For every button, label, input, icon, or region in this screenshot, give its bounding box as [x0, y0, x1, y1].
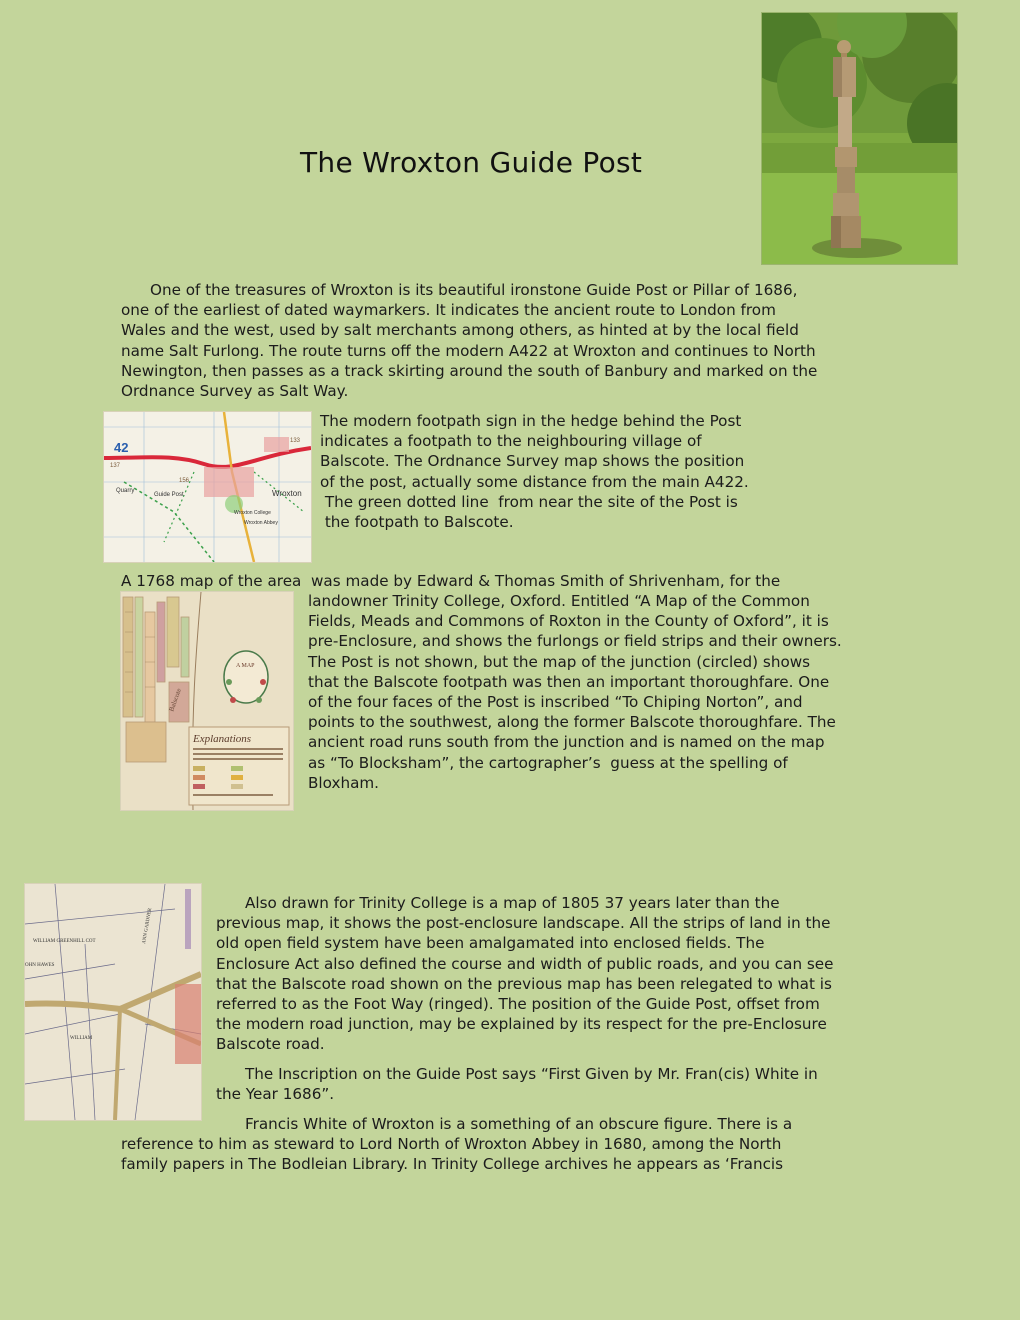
text-line: reference to him as steward to Lord North of Wroxton Abbey in 1680, among the North — [121, 1135, 782, 1154]
text-line: ancient road runs south from the junction and is named on the map — [308, 733, 825, 752]
map-label: Wroxton Abbey — [244, 520, 278, 526]
text-line: the Year 1686”. — [216, 1085, 335, 1104]
text-line: that the Balscote road shown on the previous map has been relegated to what is — [216, 974, 832, 993]
map-label: Balscote — [167, 687, 184, 713]
text-line: previous map, it shows the post-enclosure landscape. All the strips of land in the — [216, 914, 831, 933]
os-map-art — [104, 412, 311, 562]
text-line: One of the treasures of Wroxton is its beautiful ironstone Guide Post or Pillar of 1686, — [150, 281, 798, 299]
map-1768-paragraph — [308, 591, 908, 793]
map-label: ANN GARDNER — [142, 907, 154, 945]
text-line: Wales and the west, used by salt merchants among others, as hinted at by the local field — [121, 321, 799, 340]
text-line: that the Balscote footpath was then an important thoroughfare. One — [308, 672, 830, 691]
inscription-paragraph — [216, 1064, 906, 1104]
text-line: The green dotted line from near the site of the Post is — [320, 492, 738, 511]
guide-post-photo-art — [762, 13, 957, 264]
text-line: Balscote road. — [216, 1035, 325, 1054]
map-label: Wroxton — [272, 489, 302, 498]
map-1805-paragraph — [216, 893, 906, 1055]
text-line: points to the southwest, along the former Balscote thoroughfare. The — [308, 713, 836, 732]
text-line: The Inscription on the Guide Post says “First Given by Mr. Fran(cis) White in — [245, 1065, 818, 1083]
text-line: The modern footpath sign in the hedge behind the Post — [320, 412, 742, 430]
map-road-label: 42 — [114, 440, 129, 455]
text-line: family papers in The Bodleian Library. In Trinity College archives he appears as ‘Francis — [121, 1155, 784, 1174]
text-line: name Salt Furlong. The route turns off the modern A422 at Wroxton and continues to North — [121, 341, 816, 360]
map-label: A MAP — [236, 663, 255, 669]
map-label: WILLIAM — [70, 1036, 93, 1041]
text-line: Also drawn for Trinity College is a map of 1805 37 years later than the — [245, 894, 780, 912]
map-label: OHN HAWES — [25, 963, 55, 968]
map-1805-art — [25, 884, 201, 1120]
map-1768-image — [120, 591, 294, 811]
text-line: Newington, then passes as a track skirting around the south of Banbury and marked on the — [121, 361, 818, 380]
page-title: The Wroxton Guide Post — [300, 146, 643, 179]
text-line: Balscote. The Ordnance Survey map shows the position — [320, 452, 745, 471]
text-line: of the four faces of the Post is inscribed “To Chiping Norton”, and — [308, 693, 803, 712]
map-label: Guide Post — [154, 492, 184, 498]
text-line: old open field system have been amalgamated into enclosed fields. The — [216, 934, 765, 953]
text-line: landowner Trinity College, Oxford. Entitled “A Map of the Common — [308, 592, 810, 610]
map-label: 156 — [179, 478, 190, 484]
text-line: the modern road junction, may be explained by its respect for the pre-Enclosure — [216, 1015, 827, 1034]
text-line: Enclosure Act also defined the course and width of public roads, and you can see — [216, 954, 834, 973]
francis-white-paragraph — [121, 1114, 911, 1175]
text-line: the footpath to Balscote. — [320, 513, 514, 532]
map-label: 137 — [110, 463, 121, 469]
intro-paragraph — [121, 280, 901, 401]
os-map-paragraph — [320, 411, 810, 532]
text-line: Bloxham. — [308, 773, 380, 792]
map-label: WILLIAM GREENHILL COT — [33, 939, 96, 944]
map-label: Wroxton College — [234, 510, 271, 516]
os-map-image — [103, 411, 312, 563]
text-line: referred to as the Foot Way (ringed). The position of the Guide Post, offset from — [216, 995, 820, 1014]
map-1768-art — [121, 592, 293, 810]
text-line: Ordnance Survey as Salt Way. — [121, 382, 349, 401]
text-line: of the post, actually some distance from the main A422. — [320, 472, 749, 491]
map-label: 133 — [290, 438, 301, 444]
map-label: Explanations — [193, 733, 252, 745]
text-line: The Post is not shown, but the map of the junction (circled) shows — [308, 652, 811, 671]
text-line: one of the earliest of dated waymarkers. It indicates the ancient route to London from — [121, 301, 776, 320]
text-line: as “To Blocksham”, the cartographer’s guess at the spelling of — [308, 753, 788, 772]
map-1768-paragraph-first-line: A 1768 map of the area was made by Edward & Thomas Smith of Shrivenham, for the — [121, 572, 781, 590]
map-label: Quarry — [116, 488, 135, 494]
text-line: Francis White of Wroxton is a something of an obscure figure. There is a — [245, 1115, 793, 1133]
text-line: pre-Enclosure, and shows the furlongs or field strips and their owners. — [308, 632, 842, 651]
guide-post-photo — [761, 12, 958, 265]
map-1805-image — [24, 883, 202, 1121]
text-line: indicates a footpath to the neighbouring village of — [320, 432, 702, 451]
text-line: Fields, Meads and Commons of Roxton in the County of Oxford”, it is — [308, 612, 829, 631]
